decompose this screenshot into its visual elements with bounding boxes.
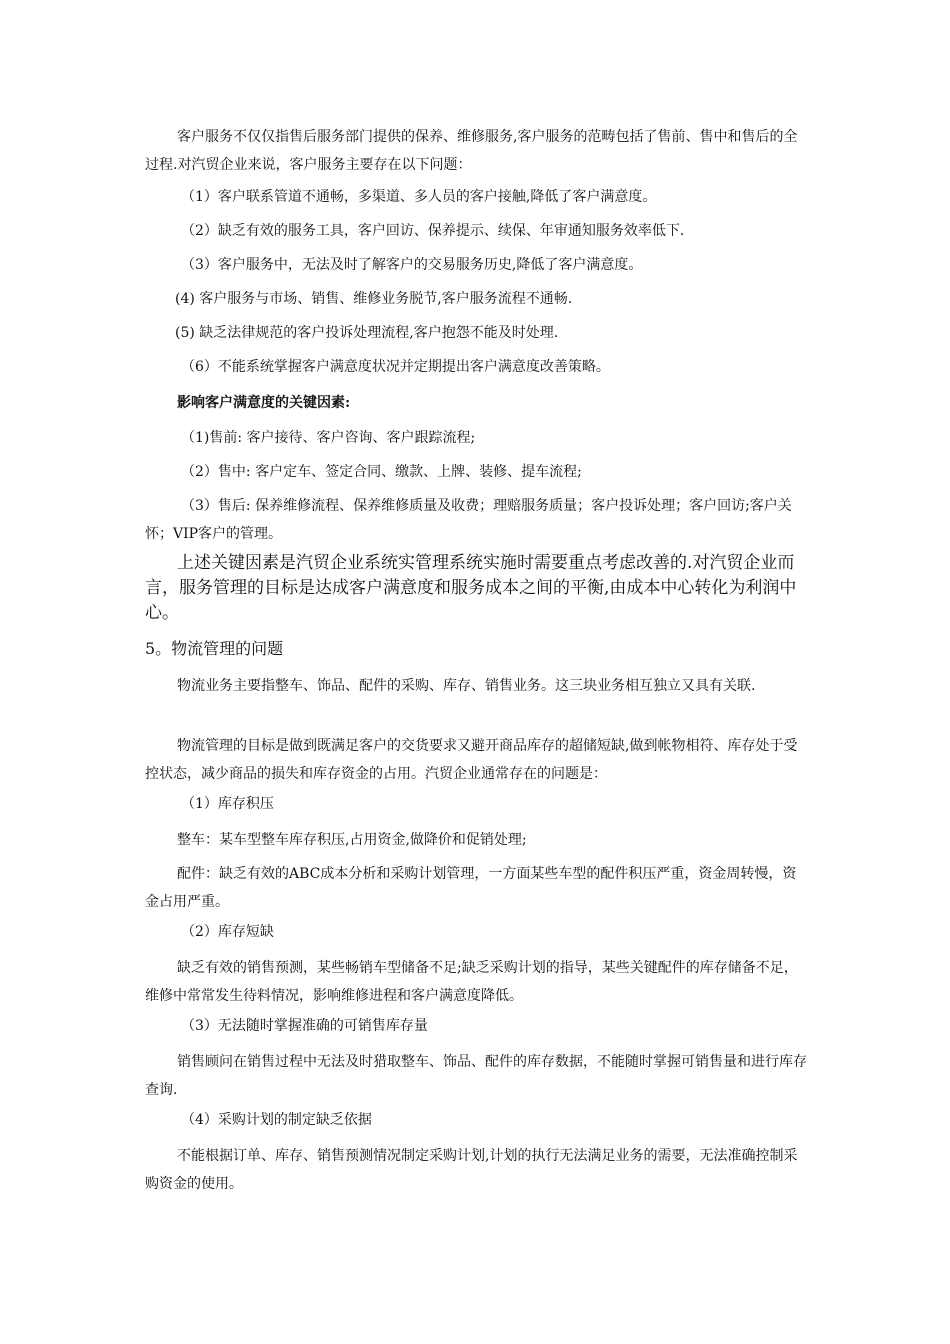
logistics-issue-4-title: （4）采购计划的制定缺乏依据 xyxy=(181,1112,372,1128)
logistics-issue-3-title: （3）无法随时掌握准确的可销售库存量 xyxy=(181,1018,428,1034)
factor-pre-sale: （1)售前: 客户接待、客户咨询、客户跟踪流程; xyxy=(181,430,476,446)
logistics-issue-3-body: 销售顾问在销售过程中无法及时猎取整车、饰品、配件的库存数据，不能随时掌握可销售量和进行库存查询. xyxy=(145,1054,807,1098)
factor-in-sale: （2）售中: 客户定车、签定合同、缴款、上牌、装修、提车流程; xyxy=(181,464,582,480)
factor-after-sale: （3）售后: 保养维修流程、保养维修质量及收费；理赔服务质量；客户投诉处理；客户回访;客户关怀；VIP客户的管理。 xyxy=(145,498,792,542)
logistics-issue-4-body: 不能根据订单、库存、销售预测情况制定采购计划,计划的执行无法满足业务的需要，无法准确控制采购资金的使用。 xyxy=(145,1148,798,1192)
service-issue-2: （2）缺乏有效的服务工具，客户回访、保养提示、续保、年审通知服务效率低下. xyxy=(181,223,685,239)
service-issue-5: (5) 缺乏法律规范的客户投诉处理流程,客户抱怨不能及时处理. xyxy=(175,325,559,341)
logistics-issue-2-body: 缺乏有效的销售预测，某些畅销车型储备不足;缺乏采购计划的指导，某些关键配件的库存储备不足，维修中常常发生待料情况，影响维修进程和客户满意度降低。 xyxy=(145,960,798,1004)
logistics-issue-1-title: （1）库存积压 xyxy=(181,796,274,812)
section-heading-logistics: 5。物流管理的问题 xyxy=(145,639,284,658)
key-factors-heading: 影响客户满意度的关键因素: xyxy=(177,395,351,411)
logistics-issue-1-vehicle: 整车：某车型整车库存积压,占用资金,做降价和促销处理; xyxy=(177,832,527,848)
summary-paragraph: 上述关键因素是汽贸企业系统实管理系统实施时需要重点考虑改善的.对汽贸企业而言，服务管理的目标是达成客户满意度和服务成本之间的平衡,由成本中心转化为利润中心。 xyxy=(145,553,797,623)
logistics-issue-1-parts: 配件：缺乏有效的ABC成本分析和采购计划管理，一方面某些车型的配件积压严重，资金周转慢，资金占用严重。 xyxy=(145,866,797,910)
logistics-intro: 物流业务主要指整车、饰品、配件的采购、库存、销售业务。这三块业务相互独立又具有关联. xyxy=(177,678,756,694)
service-issue-6: （6）不能系统掌握客户满意度状况并定期提出客户满意度改善策略。 xyxy=(181,359,610,375)
service-issue-3: （3）客户服务中，无法及时了解客户的交易服务历史,降低了客户满意度。 xyxy=(181,257,643,273)
logistics-goal: 物流管理的目标是做到既满足客户的交货要求又避开商品库存的超储短缺,做到帐物相符、库存处于受控状态，减少商品的损失和库存资金的占用。汽贸企业通常存在的问题是： xyxy=(145,738,798,782)
service-issue-1: （1）客户联系管道不通畅，多渠道、多人员的客户接触,降低了客户满意度。 xyxy=(181,189,657,205)
logistics-issue-2-title: （2）库存短缺 xyxy=(181,924,274,940)
intro-paragraph: 客户服务不仅仅指售后服务部门提供的保养、维修服务,客户服务的范畴包括了售前、售中和售后的全过程.对汽贸企业来说，客户服务主要存在以下问题： xyxy=(145,129,798,173)
service-issue-4: (4) 客户服务与市场、销售、维修业务脱节,客户服务流程不通畅. xyxy=(175,291,573,307)
